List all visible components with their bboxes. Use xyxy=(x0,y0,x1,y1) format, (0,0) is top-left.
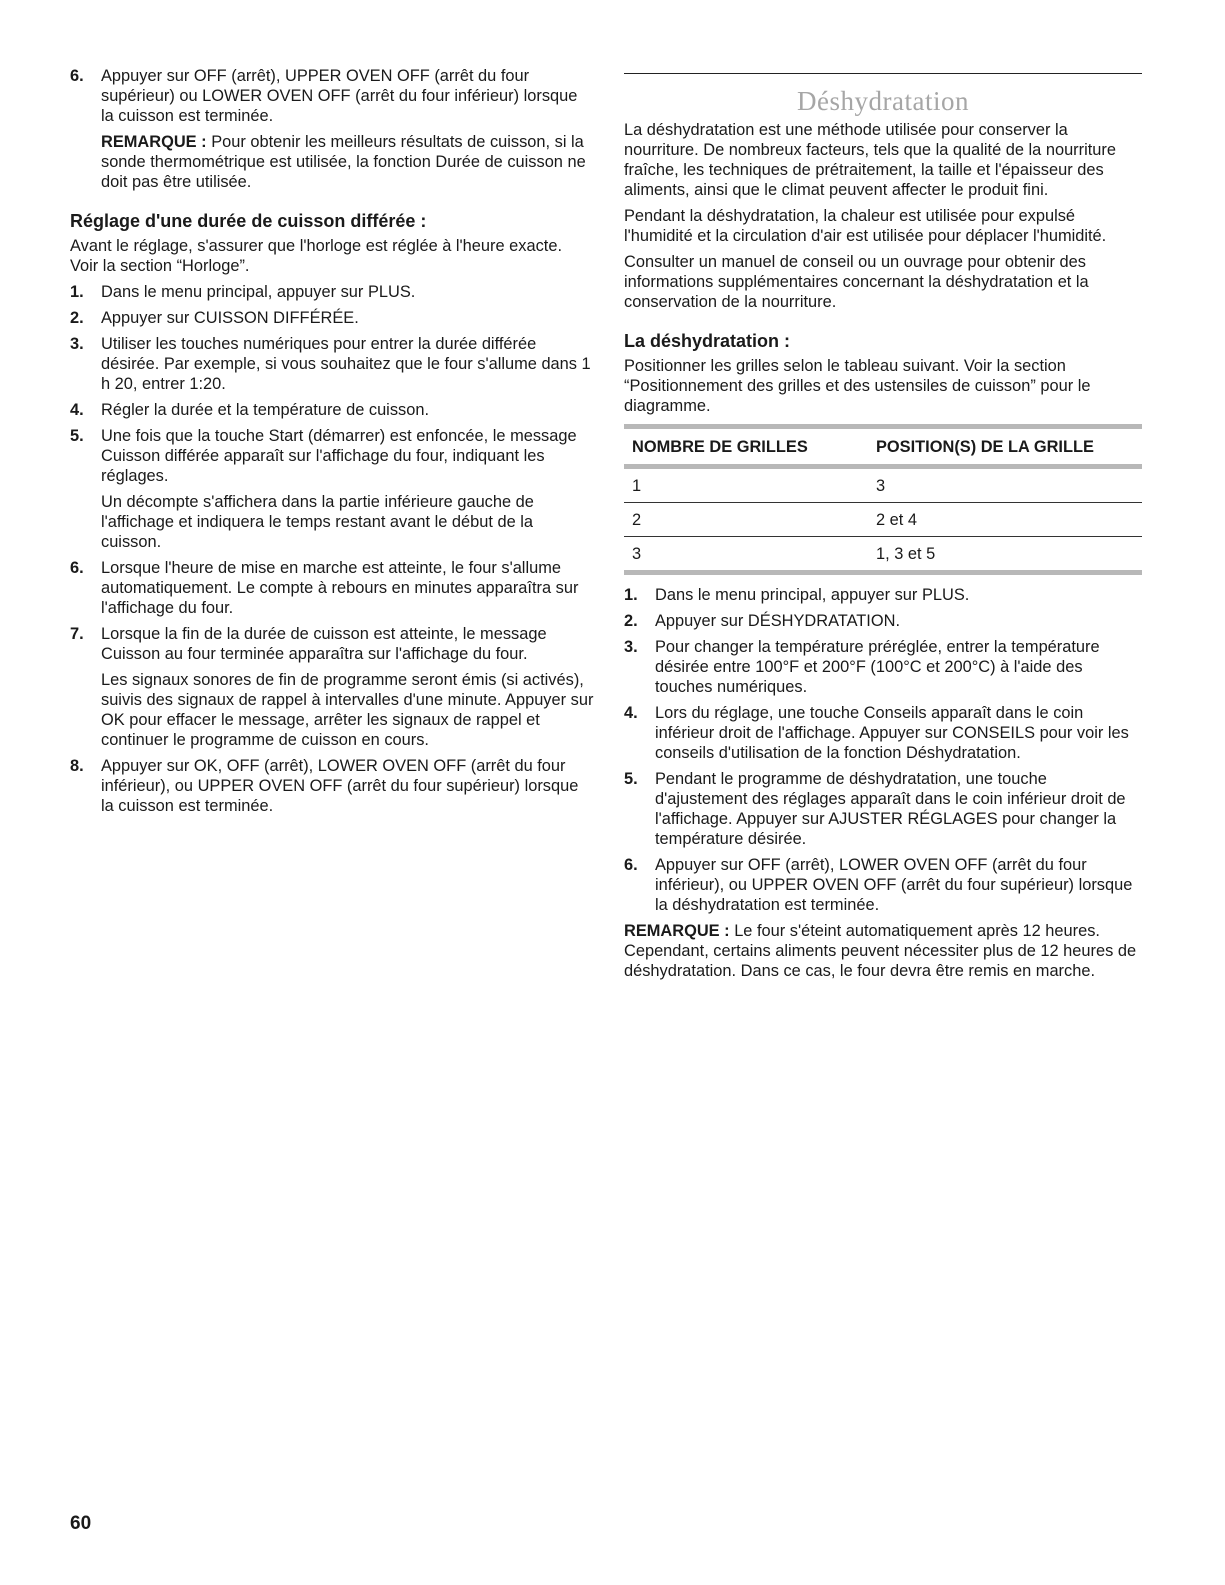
intro-paragraph: Avant le réglage, s'assurer que l'horloge est réglée à l'heure exacte. Voir la section “Horloge”. xyxy=(70,237,562,275)
note xyxy=(101,132,594,192)
step-number: 5. xyxy=(624,770,638,788)
list-item xyxy=(70,756,594,816)
list-item xyxy=(70,400,594,420)
list-item xyxy=(624,769,1142,849)
table-cell: 3 xyxy=(868,467,1142,503)
list-item xyxy=(70,334,594,394)
note-label: REMARQUE : xyxy=(624,922,730,940)
step-text: Utiliser les touches numériques pour entrer la durée différée désirée. Par exemple, si vous souhaitez que le four s'allume dans 1 h 20, entrer 1:20. xyxy=(101,335,591,393)
list-item xyxy=(624,855,1142,915)
section-title-deshydratation: Déshydratation xyxy=(797,86,969,116)
step-subtext: Un décompte s'affichera dans la partie inférieure gauche de l'affichage et indiquera le temps restant avant le début de la cuisson. xyxy=(101,493,534,551)
step-text: Une fois que la touche Start (démarrer) est enfoncée, le message Cuisson différée apparaît sur l'affichage du four, indiquant les réglages. xyxy=(101,427,577,485)
list-item xyxy=(624,585,1142,605)
column-header-nombre: NOMBRE DE GRILLES xyxy=(624,427,868,467)
page-number: 60 xyxy=(70,1513,92,1534)
table-header-row xyxy=(624,427,1142,467)
intro-paragraph: Positionner les grilles selon le tableau suivant. Voir la section “Positionnement des grilles et des ustensiles de cuisson” pour le diagramme. xyxy=(624,357,1091,415)
step-text: Pendant le programme de déshydratation, une touche d'ajustement des réglages apparaît dans le coin inférieur droit de l'affichage. Appuyer sur AJUSTER RÉGLAGES pour changer la température désirée. xyxy=(655,770,1126,848)
step-number: 1. xyxy=(70,283,84,301)
step-number: 4. xyxy=(624,704,638,722)
step-number: 8. xyxy=(70,757,84,775)
step-number: 6. xyxy=(624,856,638,874)
paragraph: Pendant la déshydratation, la chaleur est utilisée pour expulsé l'humidité et la circulation d'air est utilisée pour déplacer l'humidité. xyxy=(624,207,1107,245)
list-item xyxy=(70,282,594,302)
rack-position-table xyxy=(624,424,1142,575)
step-text: Lorsque l'heure de mise en marche est atteinte, le four s'allume automatiquement. Le compte à rebours en minutes apparaîtra sur l'affichage du four. xyxy=(101,559,579,617)
step-number: 5. xyxy=(70,427,84,445)
step-text: Lors du réglage, une touche Conseils apparaît dans le coin inférieur droit de l'affichage. Appuyer sur CONSEILS pour voir les conseils d'utilisation de la fonction Déshydratation. xyxy=(655,704,1129,762)
step-text: Appuyer sur CUISSON DIFFÉRÉE. xyxy=(101,309,359,327)
list-item xyxy=(70,558,594,618)
section-heading-deshydratation: La déshydratation : xyxy=(624,331,791,351)
note xyxy=(624,921,1142,981)
table-cell: 1, 3 et 5 xyxy=(876,545,936,563)
step-number: 3. xyxy=(624,638,638,656)
column-header-position: POSITION(S) DE LA GRILLE xyxy=(868,427,1142,467)
list-item xyxy=(624,637,1142,697)
step-number: 2. xyxy=(624,612,638,630)
list-item xyxy=(624,703,1142,763)
table-cell: 2 et 4 xyxy=(868,503,1142,537)
step-number: 2. xyxy=(70,309,84,327)
list-item xyxy=(624,611,1142,631)
step-text: Appuyer sur OFF (arrêt), UPPER OVEN OFF (arrêt du four supérieur) ou LOWER OVEN OFF (arrêt du four inférieur) lorsque la cuisson est terminée. xyxy=(101,67,578,125)
right-column xyxy=(624,66,1142,981)
step-number: 7. xyxy=(70,625,84,643)
step-number: 6. xyxy=(70,559,84,577)
step-text: Appuyer sur DÉSHYDRATATION. xyxy=(655,612,901,630)
table-cell: 1 xyxy=(624,467,868,503)
step-text: Dans le menu principal, appuyer sur PLUS. xyxy=(101,283,416,301)
step-text: Lorsque la fin de la durée de cuisson est atteinte, le message Cuisson au four terminée apparaîtra sur l'affichage du four. xyxy=(101,625,547,663)
step-number: 3. xyxy=(70,335,84,353)
list-item xyxy=(70,624,594,750)
section-heading-cuisson-differee: Réglage d'une durée de cuisson différée : xyxy=(70,211,427,231)
list-item xyxy=(70,426,594,552)
step-text: Régler la durée et la température de cuisson. xyxy=(101,401,429,419)
paragraph: Consulter un manuel de conseil ou un ouvrage pour obtenir des informations supplémentaires concernant la déshydratation et la conservation de la nourriture. xyxy=(624,253,1089,311)
note-text: Pour obtenir les meilleurs résultats de cuisson, si la sonde thermométrique est utilisée, la fonction Durée de cuisson ne doit pas être utilisée. xyxy=(101,133,586,191)
left-column xyxy=(70,66,594,822)
step-text: Pour changer la température préréglée, entrer la température désirée entre 100°F et 200°F (100°C et 200°C) à l'aide des touches numériques. xyxy=(655,638,1100,696)
table-row xyxy=(624,467,1142,503)
step-text: Dans le menu principal, appuyer sur PLUS. xyxy=(655,586,970,604)
step-text: Appuyer sur OFF (arrêt), LOWER OVEN OFF (arrêt du four inférieur), ou UPPER OVEN OFF (arrêt du four supérieur) lorsque la déshydratation est terminée. xyxy=(655,856,1133,914)
paragraph: La déshydratation est une méthode utilisée pour conserver la nourriture. De nombreux facteurs, tels que la qualité de la nourriture fraîche, les techniques de prétraitement, la taille et l'épaisseur des aliments, ainsi que le climat peuvent affecter le produit fini. xyxy=(624,121,1116,199)
delayed-cook-steps xyxy=(70,282,594,816)
table-cell: 3 xyxy=(632,545,642,563)
table-row xyxy=(624,537,1142,573)
step-number: 4. xyxy=(70,401,84,419)
note-label: REMARQUE : xyxy=(101,133,207,151)
dehydrate-steps xyxy=(624,585,1142,915)
table-row xyxy=(624,503,1142,537)
note-text: Le four s'éteint automatiquement après 12 heures. Cependant, certains aliments peuvent nécessiter plus de 12 heures de déshydratation. Dans ce cas, le four devra être remis en marche. xyxy=(624,922,1137,980)
step-subtext: Les signaux sonores de fin de programme seront émis (si activés), suivis des signaux de rappel à intervalles d'une minute. Appuyer sur OK pour effacer le message, arrêter les signaux de rappel et continuer le programme de cuisson en cours. xyxy=(101,671,594,749)
section-divider xyxy=(624,73,1142,74)
step-number: 1. xyxy=(624,586,638,604)
step-number: 6. xyxy=(70,67,84,85)
table-cell: 2 xyxy=(624,503,868,537)
list-item xyxy=(70,308,594,328)
step-6-previous xyxy=(70,66,594,192)
step-text: Appuyer sur OK, OFF (arrêt), LOWER OVEN OFF (arrêt du four inférieur), ou UPPER OVEN OFF (arrêt du four supérieur) lorsque la cuisson est terminée. xyxy=(101,757,579,815)
